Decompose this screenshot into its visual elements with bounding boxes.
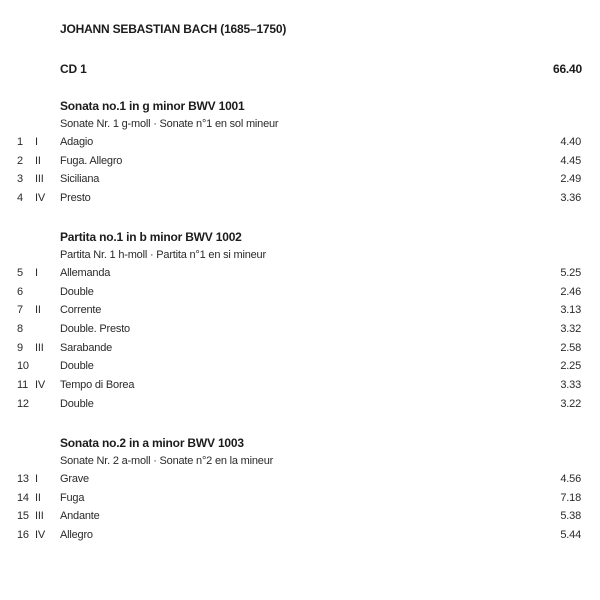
track-duration: 2.46 [560,285,581,298]
composer-heading: JOHANN SEBASTIAN BACH (1685–1750) [60,22,287,36]
track-number: 6 [17,285,23,298]
track-title: Double. Presto [60,323,130,336]
track-row [0,379,600,398]
movement-number: I [35,473,38,485]
movement-number: I [35,267,38,279]
track-duration: 4.56 [560,473,581,485]
movement-number: II [35,491,41,504]
track-duration: 5.38 [560,510,581,523]
movement-number: IV [35,529,45,542]
track-title: Double [60,285,94,298]
track-row [0,492,600,511]
track-duration: 2.49 [560,173,581,186]
track-duration: 3.36 [560,192,581,205]
track-duration: 2.58 [560,341,581,354]
movement-number: III [35,173,44,186]
track-duration: 3.32 [560,323,581,336]
track-row [0,173,600,192]
track-duration: 7.18 [560,491,581,504]
track-title: Corrente [60,304,102,317]
track-duration: 5.44 [560,529,581,542]
track-row [0,342,600,361]
track-title: Sarabande [60,341,113,354]
track-number: 14 [17,491,29,504]
track-duration: 5.25 [560,267,581,279]
track-number: 8 [17,323,23,336]
track-number: 4 [17,192,23,205]
track-row [0,286,600,305]
cd-header [60,62,582,76]
movement-number: III [35,341,44,354]
cd-label: CD 1 [60,62,87,76]
movement-number: II [35,154,41,167]
track-row [0,304,600,323]
track-title: Presto [60,192,91,205]
track-title: Double [60,397,94,410]
work-subtitle: Partita Nr. 1 h-moll · Partita n°1 en si mineur [60,249,266,261]
track-title: Allegro [60,529,93,542]
track-duration: 4.40 [560,136,581,148]
movement-number: IV [35,379,45,392]
track-list [0,136,600,211]
track-title: Andante [60,510,100,523]
track-title: Grave [60,473,89,485]
work-subtitle: Sonate Nr. 1 g-moll · Sonate n°1 en sol mineur [60,118,279,130]
track-number: 1 [17,136,23,148]
track-duration: 4.45 [560,154,581,167]
track-list [0,267,600,417]
track-number: 11 [17,379,29,392]
work-subtitle: Sonate Nr. 2 a-moll · Sonate n°2 en la mineur [60,455,274,467]
track-duration: 3.13 [560,304,581,317]
track-title: Fuga [60,491,85,504]
track-number: 5 [17,267,23,279]
track-row [0,136,600,155]
movement-number: III [35,510,44,523]
track-row [0,267,600,286]
track-title: Double [60,360,94,373]
track-row [0,155,600,174]
track-number: 9 [17,341,23,354]
work-title: Sonata no.2 in a minor BWV 1003 [60,436,244,450]
track-title: Allemanda [60,267,111,279]
work-title: Sonata no.1 in g minor BWV 1001 [60,99,245,113]
track-number: 16 [17,529,29,542]
track-number: 12 [17,397,29,410]
movement-number: I [35,136,38,148]
track-row [0,510,600,529]
track-title: Siciliana [60,173,100,186]
track-number: 10 [17,360,29,373]
track-row [0,192,600,211]
movement-number: II [35,304,41,317]
track-title: Tempo di Borea [60,379,135,392]
track-title: Adagio [60,136,94,148]
track-number: 13 [17,473,29,485]
work-title: Partita no.1 in b minor BWV 1002 [60,230,242,244]
track-title: Fuga. Allegro [60,154,123,167]
track-duration: 3.33 [560,379,581,392]
track-number: 15 [17,510,29,523]
track-duration: 2.25 [560,360,581,373]
track-row [0,360,600,379]
track-duration: 3.22 [560,397,581,410]
track-row [0,398,600,417]
track-number: 3 [17,173,23,186]
track-number: 7 [17,304,23,317]
track-number: 2 [17,154,23,167]
movement-number: IV [35,192,45,205]
track-row [0,473,600,492]
cd-total-time: 66.40 [552,62,582,76]
track-list [0,473,600,548]
track-row [0,323,600,342]
track-row [0,529,600,548]
